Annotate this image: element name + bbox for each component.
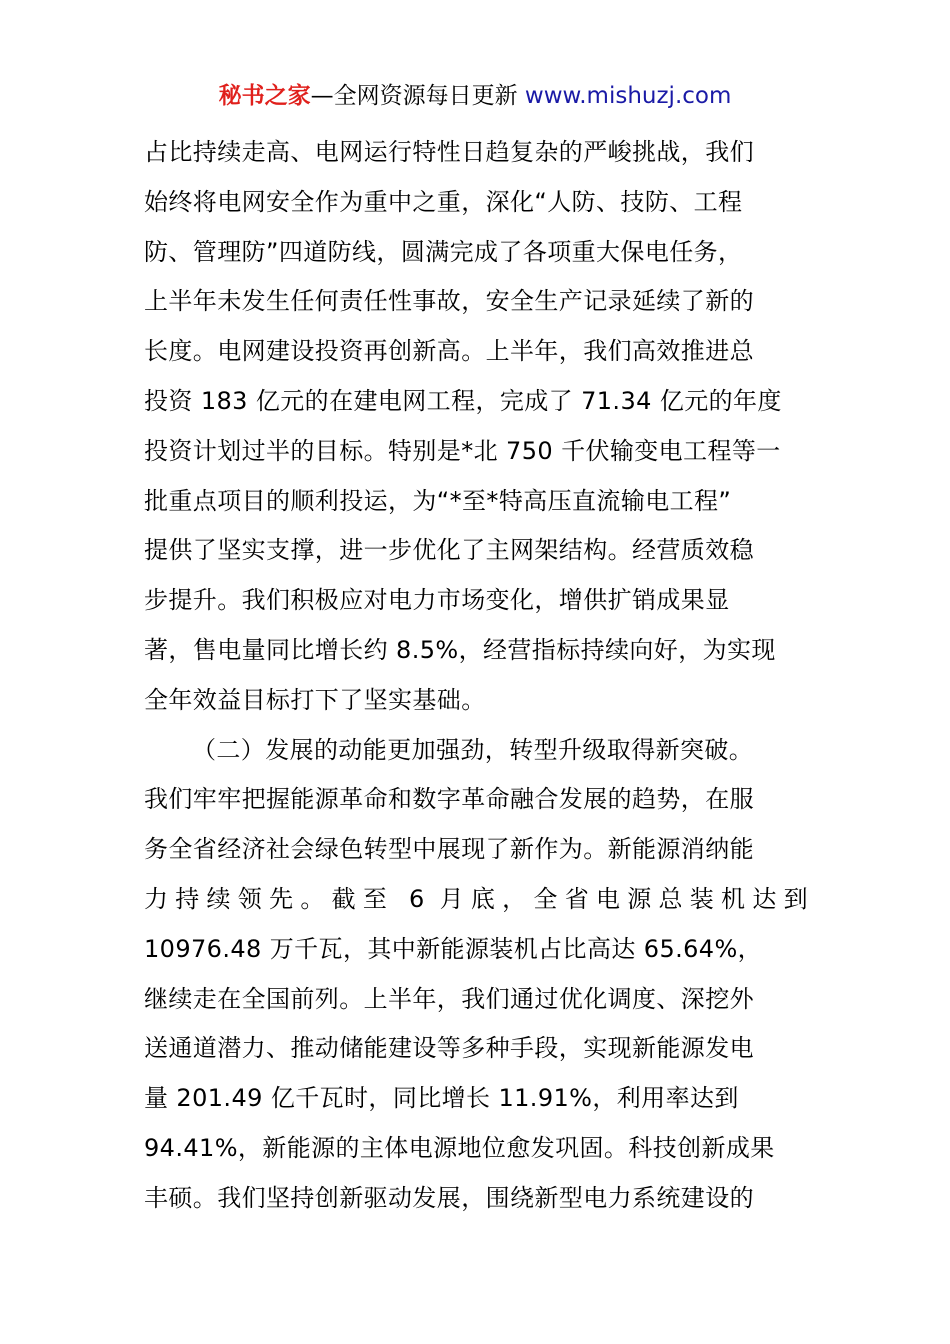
- text-line: 94.41%，新能源的主体电源地位愈发巩固。科技创新成果: [144, 1133, 775, 1162]
- text-line: 长度。电网建设投资再创新高。上半年，我们高效推进总: [144, 337, 754, 366]
- text-line: 提供了坚实支撑，进一步优化了主网架结构。经营质效稳: [144, 536, 754, 565]
- site-url-link[interactable]: www.mishuzj.com: [524, 83, 732, 109]
- section-heading: （二）发展的动能更加强劲，转型升级取得新突破。: [192, 735, 754, 764]
- text-line: 上半年未发生任何责任性事故，安全生产记录延续了新的: [144, 287, 754, 316]
- text-line: 占比持续走高、电网运行特性日趋复杂的严峻挑战，我们: [144, 138, 754, 166]
- text-line: 丰硕。我们坚持创新驱动发展，围绕新型电力系统建设的: [144, 1183, 754, 1212]
- text-line: 著，售电量同比增长约 8.5%，经营指标持续向好，为实现: [144, 635, 776, 664]
- text-line: 继续走在全国前列。上半年，我们通过优化调度、深挖外: [144, 984, 754, 1013]
- text-line: 投资计划过半的目标。特别是*北 750 千伏输变电工程等一: [144, 436, 781, 465]
- text-line: 投资 183 亿元的在建电网工程，完成了 71.34 亿元的年度: [144, 386, 782, 415]
- text-line: 量 201.49 亿千瓦时，同比增长 11.91%，利用率达到: [144, 1084, 739, 1113]
- brand-name: 秘书之家: [218, 83, 311, 109]
- text-line: 送通道潜力、推动储能建设等多种手段，实现新能源发电: [144, 1034, 754, 1063]
- text-line: 我们牢牢把握能源革命和数字革命融合发展的趋势，在服: [144, 785, 754, 814]
- text-line: 步提升。我们积极应对电力市场变化，增供扩销成果显: [144, 586, 730, 615]
- text-line: 力持续领先。截至 6 月底，全省电源总装机达到: [144, 884, 808, 913]
- text-line: 防、管理防”四道防线，圆满完成了各项重大保电任务，: [144, 237, 743, 266]
- text-line: 全年效益目标打下了坚实基础。: [144, 685, 486, 714]
- document-header: [0, 80, 950, 112]
- header-tagline: —全网资源每日更新: [310, 83, 518, 109]
- text-line: 务全省经济社会绿色转型中展现了新作为。新能源消纳能: [144, 835, 754, 864]
- text-line: 始终将电网安全作为重中之重，深化“人防、技防、工程: [144, 187, 743, 216]
- text-line: 10976.48 万千瓦，其中新能源装机占比高达 65.64%，: [144, 934, 763, 963]
- text-line: 批重点项目的顺利投运，为“*至*特高压直流输电工程”: [144, 486, 732, 515]
- document-body: [144, 128, 808, 1224]
